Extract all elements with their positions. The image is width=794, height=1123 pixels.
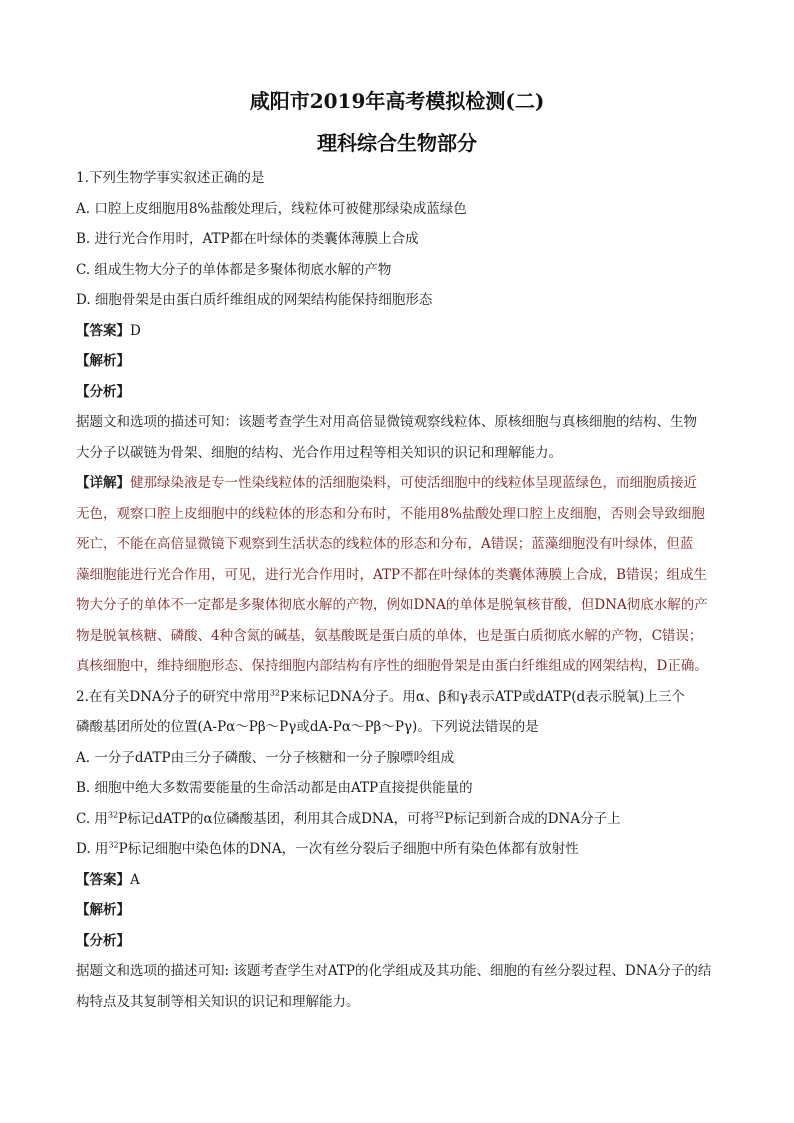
question-1-option-b: B. 进行光合作用时，ATP都在叶绿体的类囊体薄膜上合成 xyxy=(76,231,419,247)
question-1-option-a: A. 口腔上皮细胞用8%盐酸处理后，线粒体可被健那绿染成蓝绿色 xyxy=(76,200,467,217)
question-1-detail-line xyxy=(76,468,734,499)
isotope-superscript: 32 xyxy=(269,688,280,697)
question-1-detail-line: 物大分子的单体不一定都是多聚体彻底水解的产物，例如DNA的单体是脱氧核苷酸，但DNA彻底水解的产 xyxy=(76,597,708,613)
question-2-option-c xyxy=(76,804,734,835)
question-1-stem: 1.下列生物学事实叙述正确的是 xyxy=(76,170,265,186)
detail-label: 【详解】 xyxy=(76,475,130,491)
question-2-option-a: A. 一分子dATP由三分子磷酸、一分子核糖和一分子腺嘌呤组成 xyxy=(76,749,455,766)
question-1-option-c: C. 组成生物大分子的单体都是多聚体彻底水解的产物 xyxy=(76,261,392,278)
detail-text: 健那绿染液是专一性染线粒体的活细胞染料，可使活细胞中的线粒体呈现蓝绿色，而细胞质接近 xyxy=(130,475,697,491)
question-2-fenxi-label: 【分析】 xyxy=(76,932,130,949)
stem-text: P来标记DNA分子。用α、β和γ表示ATP或dATP(d表示脱氧)上三个 xyxy=(279,688,685,705)
question-1-detail-line: 藻细胞能进行光合作用，可见，进行光合作用时，ATP不都在叶绿体的类囊体薄膜上合成，B错误；组成生 xyxy=(76,566,708,583)
question-1-fenxi-line: 大分子以碳链为骨架、细胞的结构、光合作用过程等相关知识的识记和理解能力。 xyxy=(76,444,562,461)
question-2-option-d xyxy=(76,834,734,865)
answer-value: D xyxy=(130,322,141,339)
page-subtitle: 理科综合生物部分 xyxy=(317,131,477,155)
option-text: P标记细胞中染色体的DNA，一次有丝分裂后子细胞中所有染色体都有放射性 xyxy=(118,841,579,857)
question-2-stem-line: 磷酸基团所处的位置(A-Pα～Pβ～Pγ或dA-Pα～Pβ～Pγ)。下列说法错误的是 xyxy=(76,719,539,735)
question-2-option-b: B. 细胞中绝大多数需要能量的生命活动都是由ATP直接提供能量的 xyxy=(76,780,473,796)
question-1-detail-line: 物是脱氧核糖、磷酸、4种含氮的碱基，氨基酸既是蛋白质的单体，也是蛋白质彻底水解的产物，C错误； xyxy=(76,627,703,644)
question-2-stem-line xyxy=(76,682,734,713)
option-text: P标记dATP的α位磷酸基团，利用其合成DNA，可将 xyxy=(118,810,434,827)
question-1-jiexi-label: 【解析】 xyxy=(76,353,130,369)
question-1-answer xyxy=(76,316,734,347)
stem-text: 2.在有关DNA分子的研究中常用 xyxy=(76,688,270,705)
option-text: D. 用 xyxy=(76,841,109,857)
question-2-fenxi-line: 据题文和选项的描述可知: 该题考查学生对ATP的化学组成及其功能、细胞的有丝分裂过程、DNA分子的结 xyxy=(76,963,712,979)
option-text: P标记到新合成的DNA分子上 xyxy=(444,810,621,827)
question-2-answer xyxy=(76,865,734,896)
isotope-superscript: 32 xyxy=(107,810,119,819)
option-text: C. 用 xyxy=(76,810,108,827)
isotope-superscript: 32 xyxy=(433,810,445,819)
question-1-detail-line: 死亡，不能在高倍显微镜下观察到生活状态的线粒体的形态和分布，A错误；蓝藻细胞没有叶绿体，但蓝 xyxy=(76,536,694,552)
answer-label: 【答案】 xyxy=(76,322,130,339)
question-1-option-d: D. 细胞骨架是由蛋白质纤维组成的网架结构能保持细胞形态 xyxy=(76,292,433,308)
document-body xyxy=(76,163,734,1017)
question-2-fenxi-line: 构特点及其复制等相关知识的识记和理解能力。 xyxy=(76,993,360,1010)
isotope-superscript: 32 xyxy=(108,840,119,850)
answer-label: 【答案】 xyxy=(76,871,130,888)
question-2-jiexi-label: 【解析】 xyxy=(76,902,130,918)
page-title: 咸阳市2019年高考模拟检测(二) xyxy=(249,89,545,113)
question-1-fenxi-line: 据题文和选项的描述可知：该题考查学生对用高倍显微镜观察线粒体、原核细胞与真核细胞的结构、生物 xyxy=(76,414,697,430)
question-1-detail-line: 真核细胞中，维持细胞形态、保持细胞内部结构有序性的细胞骨架是由蛋白纤维组成的网架结构，D正确。 xyxy=(76,658,708,674)
answer-value: A xyxy=(130,871,140,888)
question-1-fenxi-label: 【分析】 xyxy=(76,383,130,400)
question-1-detail-line: 无色，观察口腔上皮细胞中的线粒体的形态和分布时，不能用8%盐酸处理口腔上皮细胞，否则会导致细胞 xyxy=(76,505,705,522)
